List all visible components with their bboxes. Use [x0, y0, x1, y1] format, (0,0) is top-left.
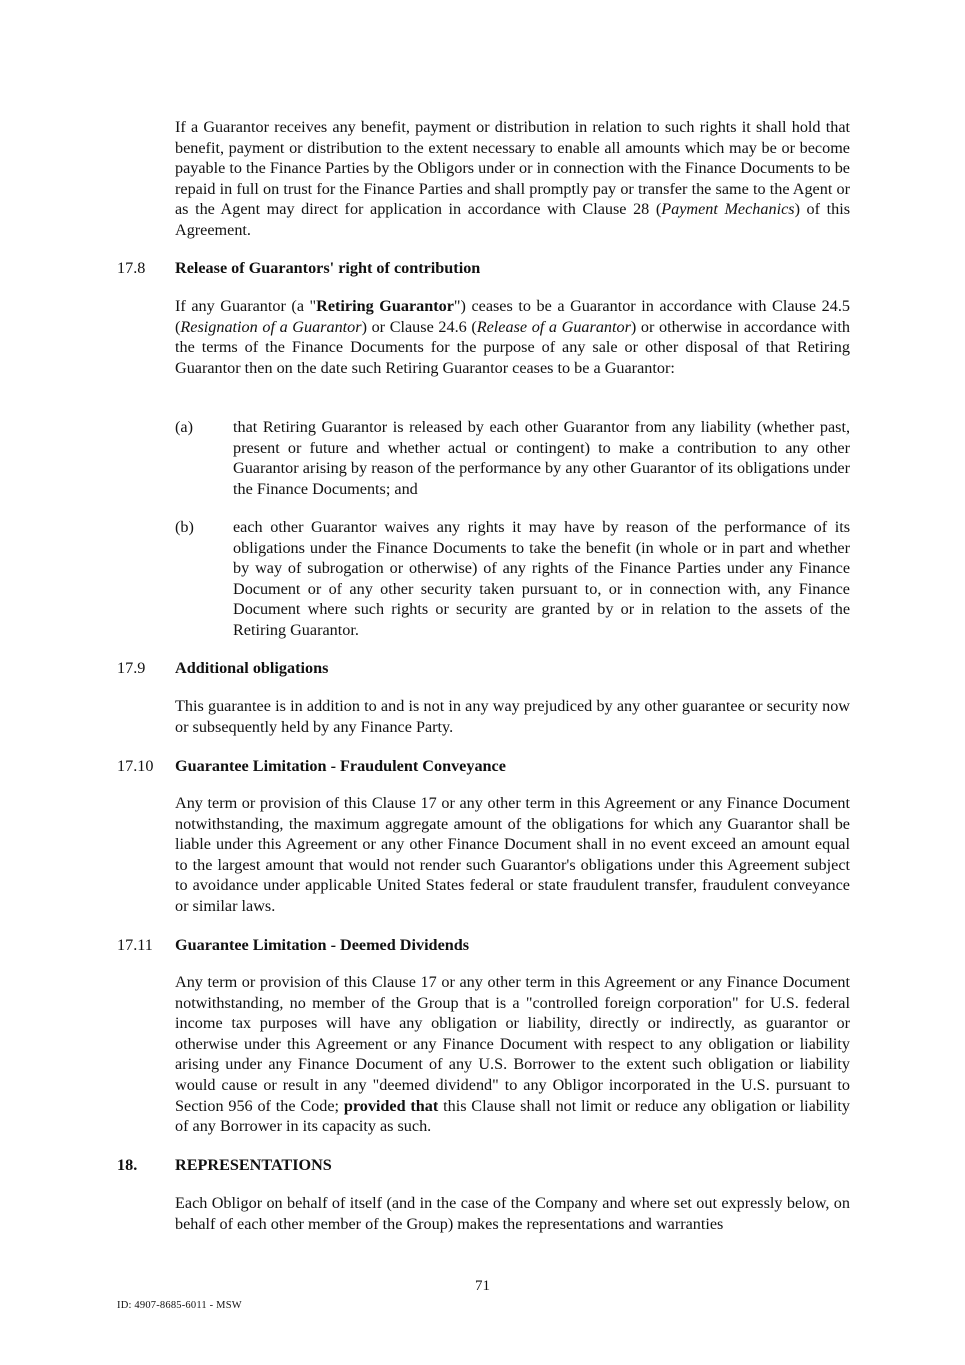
list-item-label: (a)	[175, 418, 193, 436]
document-id: ID: 4907-8685-6011 - MSW	[117, 1300, 242, 1311]
text-run: If any Guarantor (a "	[175, 297, 317, 315]
section-title: Guarantee Limitation - Deemed Dividends	[175, 936, 470, 954]
text-run: ) or otherwise in accordance with the terms of the Finance Documents for the purpose of any sale or other disposal of that Retiring Guarantor then on the date such Retiring Guarantor ceases to be a Guarantor:	[175, 317, 851, 377]
section-number: 17.8	[117, 259, 146, 277]
section-17-9-heading	[117, 658, 850, 679]
clause-reference: Resignation of a Guarantor	[180, 317, 362, 336]
section-number: 17.9	[117, 659, 146, 677]
section-17-8-paragraph	[175, 296, 850, 378]
section-title: REPRESENTATIONS	[175, 1156, 332, 1174]
section-number: 18.	[117, 1156, 138, 1174]
defined-term: Retiring Guarantor	[316, 297, 454, 315]
list-item-label: (b)	[175, 518, 194, 536]
clause-reference: Release of a Guarantor	[476, 317, 631, 336]
section-17-11-paragraph	[175, 972, 850, 1137]
text-run: this Clause shall not limit or reduce any obligation or liability of any Borrower in its capacity as such.	[175, 1096, 850, 1136]
section-17-11-heading	[117, 935, 850, 956]
text-run: ") ceases to be a Guarantor in accordance with Clause 24.5 (	[175, 297, 850, 336]
section-number: 17.10	[117, 757, 154, 775]
section-17-9-paragraph: This guarantee is in addition to and is not in any way prejudiced by any other guarantee or security now or subsequently held by any Finance Party.	[175, 697, 850, 736]
intro-italic-reference: Payment Mechanics	[661, 200, 795, 219]
section-17-8-heading	[117, 258, 850, 279]
section-title: Release of Guarantors' right of contribution	[175, 259, 481, 277]
list-item-text: that Retiring Guarantor is released by each other Guarantor from any liability (whether past, present or future and whether actual or contingent) to make a contribution to any other Guarantor arising by reason of the performance by any other Guarantor of its obligations under the Finance Documents; and	[233, 418, 850, 498]
page-number: 71	[475, 1278, 490, 1294]
intro-paragraph	[175, 117, 850, 241]
section-18-paragraph: Each Obligor on behalf of itself (and in the case of the Company and where set out expressly below, on behalf of each other member of the Group) makes the representations and warranties	[175, 1194, 850, 1233]
intro-text: If a Guarantor receives any benefit, payment or distribution in relation to such rights it shall hold that benefit, payment or distribution to the extent necessary to enable all amounts which may be or become payable to the Finance Parties by the Obligors under or in connection with the Finance Documents to be repaid in full on trust for the Finance Parties and shall promptly pay or transfer the same to the Agent or as the Agent may direct for application in accordance with Clause 28 (	[175, 118, 850, 219]
list-item-text: each other Guarantor waives any rights it may have by reason of the performance of its obligations under the Finance Documents to take the benefit (in whole or in part and whether by way of subrogation or otherwise) of any rights of the Finance Parties under any Finance Document or of any other security taken pursuant to, or in connection with, any Finance Document where such rights or security are granted by or in relation to the assets of the Retiring Guarantor.	[233, 518, 850, 639]
section-number: 17.11	[117, 936, 153, 954]
intro-tail: ) of this Agreement.	[175, 200, 851, 239]
section-18-heading	[117, 1155, 850, 1176]
text-run: Any term or provision of this Clause 17 or any other term in this Agreement or any Finance Document notwithstanding, no member of the Group that is a "controlled foreign corporation" for U.S. federal income tax purposes will have any obligation or liability, directly or indirectly, as guarantor or otherwise under this Agreement or any Finance Document with respect to any obligation or liability arising under any Finance Document of any U.S. Borrower to the extent such obligation or liability would cause or result in any "deemed dividend" to any Obligor incorporated in the U.S. pursuant to Section 956 of the Code;	[175, 973, 850, 1115]
text-run: ) or Clause 24.6 (	[361, 317, 477, 336]
bold-phrase: provided that	[343, 1096, 439, 1115]
section-17-10-paragraph: Any term or provision of this Clause 17 or any other term in this Agreement or any Finance Document notwithstanding, the maximum aggregate amount of the obligations for which any Guarantor shall be liable under this Agreement or any other Finance Document shall in no event exceed an amount equal to the largest amount that would not render such Guarantor's obligations under this Agreement subject to avoidance under applicable United States federal or state fraudulent transfer, fraudulent conveyance or similar laws.	[175, 794, 850, 915]
section-17-10-heading	[117, 756, 850, 777]
section-title: Guarantee Limitation - Fraudulent Conveyance	[175, 757, 506, 775]
section-title: Additional obligations	[175, 659, 329, 677]
